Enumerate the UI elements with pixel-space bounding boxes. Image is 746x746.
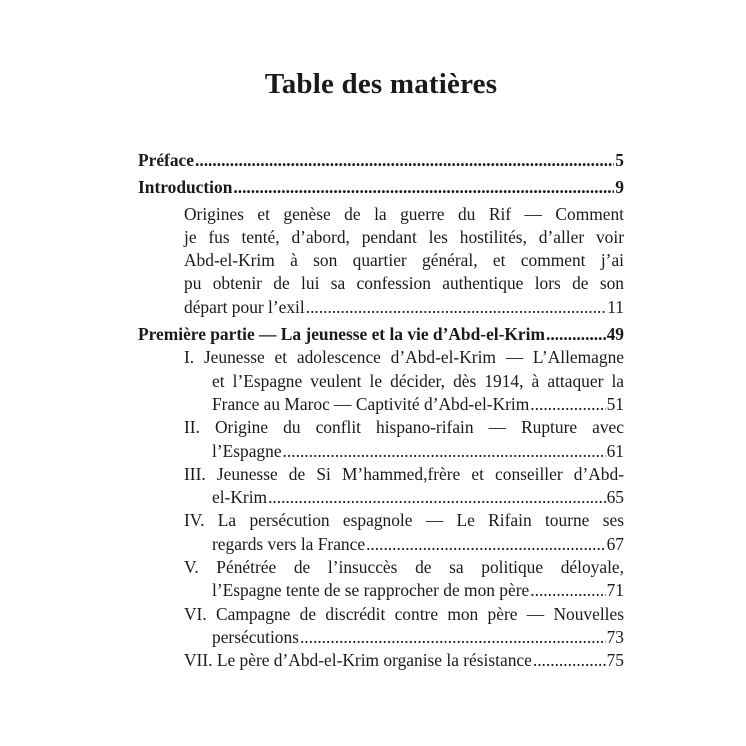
- chapter-line: V. Pénétrée de l’insuccès de sa politique déloyale,: [184, 557, 624, 578]
- chapter-last-line: [184, 626, 624, 649]
- document-page: [138, 0, 624, 746]
- dot-leader: [306, 296, 607, 319]
- toc-entry-preface[interactable]: [138, 149, 624, 172]
- dot-leader: [300, 626, 606, 649]
- dot-leader: [195, 149, 614, 172]
- toc-chapter-2[interactable]: [184, 416, 624, 463]
- page-number: 61: [606, 440, 624, 461]
- page-number: 49: [606, 324, 624, 345]
- entry-label: l’Espagne tente de se rapprocher de mon père: [212, 580, 530, 601]
- chapter-line: VI. Campagne de discrédit contre mon père — Nouvelles: [184, 603, 624, 624]
- toc-chapter-4[interactable]: [184, 509, 624, 556]
- page-number: 11: [607, 296, 624, 317]
- table-of-contents: [138, 149, 624, 673]
- dot-leader: [233, 176, 614, 199]
- chapter-line: III. Jeunesse de Si M’hammed,frère et conseiller d’Abd-: [184, 463, 624, 484]
- toc-chapter-5[interactable]: [184, 556, 624, 603]
- description-line: Abd-el-Krim à son quartier général, et comment j’ai: [184, 250, 624, 271]
- dot-leader: [530, 579, 605, 602]
- chapter-line: et l’Espagne veulent le décider, dès 1914, à attaquer la: [212, 370, 624, 391]
- entry-label: France au Maroc — Captivité d’Abd-el-Krim: [212, 393, 530, 414]
- page-number: 5: [615, 150, 624, 170]
- description-line: Origines et genèse de la guerre du Rif — Comment: [184, 203, 624, 224]
- entry-label: regards vers la France: [212, 533, 366, 554]
- dot-leader: [366, 533, 606, 556]
- toc-entry-introduction[interactable]: [138, 176, 624, 199]
- toc-chapter-7[interactable]: [184, 649, 624, 672]
- entry-label: l’Espagne: [212, 440, 282, 461]
- entry-label: Première partie — La jeunesse et la vie d’Abd-el-Krim: [138, 324, 545, 345]
- chapter-line: IV. La persécution espagnole — Le Rifain tourne ses: [184, 510, 624, 531]
- chapter-last-line: [184, 579, 624, 602]
- toc-chapter-1[interactable]: [184, 346, 624, 416]
- dot-leader: [530, 393, 605, 416]
- toc-entry-part-one[interactable]: [138, 323, 624, 346]
- introduction-description: [184, 203, 624, 319]
- entry-label: persécutions: [212, 626, 299, 647]
- page-title: Table des matières: [264, 68, 498, 100]
- chapter-last-line: [184, 533, 624, 556]
- description-line: pu obtenir de lui sa confession authentique lors de son: [184, 273, 624, 294]
- page-number: 71: [606, 580, 624, 601]
- chapter-last-line: [184, 393, 624, 416]
- page-number: 67: [606, 533, 624, 554]
- toc-entry-introduction-sub[interactable]: [184, 296, 624, 319]
- chapter-line: I. Jeunesse et adolescence d’Abd-el-Krim — L’Allemagne: [184, 347, 624, 368]
- dot-leader: [283, 440, 606, 463]
- description-line: je fus tenté, d’abord, pendant les hostilités, d’aller voir: [184, 226, 624, 247]
- entry-label: VII. Le père d’Abd-el-Krim organise la résistance: [184, 650, 532, 671]
- chapter-last-line: [184, 440, 624, 463]
- dot-leader: [546, 323, 606, 346]
- dot-leader: [268, 486, 606, 509]
- entry-label: el-Krim: [212, 487, 268, 508]
- entry-label: Introduction: [138, 177, 233, 198]
- chapter-line: II. Origine du conflit hispano-rifain — Rupture avec: [184, 417, 624, 438]
- page-number: 73: [606, 626, 624, 647]
- page-number: 51: [606, 393, 624, 414]
- toc-chapter-6[interactable]: [184, 603, 624, 650]
- entry-label: départ pour l’exil: [184, 296, 305, 317]
- page-number: 65: [606, 487, 624, 508]
- entry-label: Préface: [138, 150, 194, 170]
- page-number: 75: [606, 650, 624, 671]
- page-number: 9: [615, 177, 624, 198]
- chapter-last-line: [184, 486, 624, 509]
- toc-chapter-3[interactable]: [184, 463, 624, 510]
- chapter-last-line: [184, 649, 624, 672]
- dot-leader: [533, 649, 606, 672]
